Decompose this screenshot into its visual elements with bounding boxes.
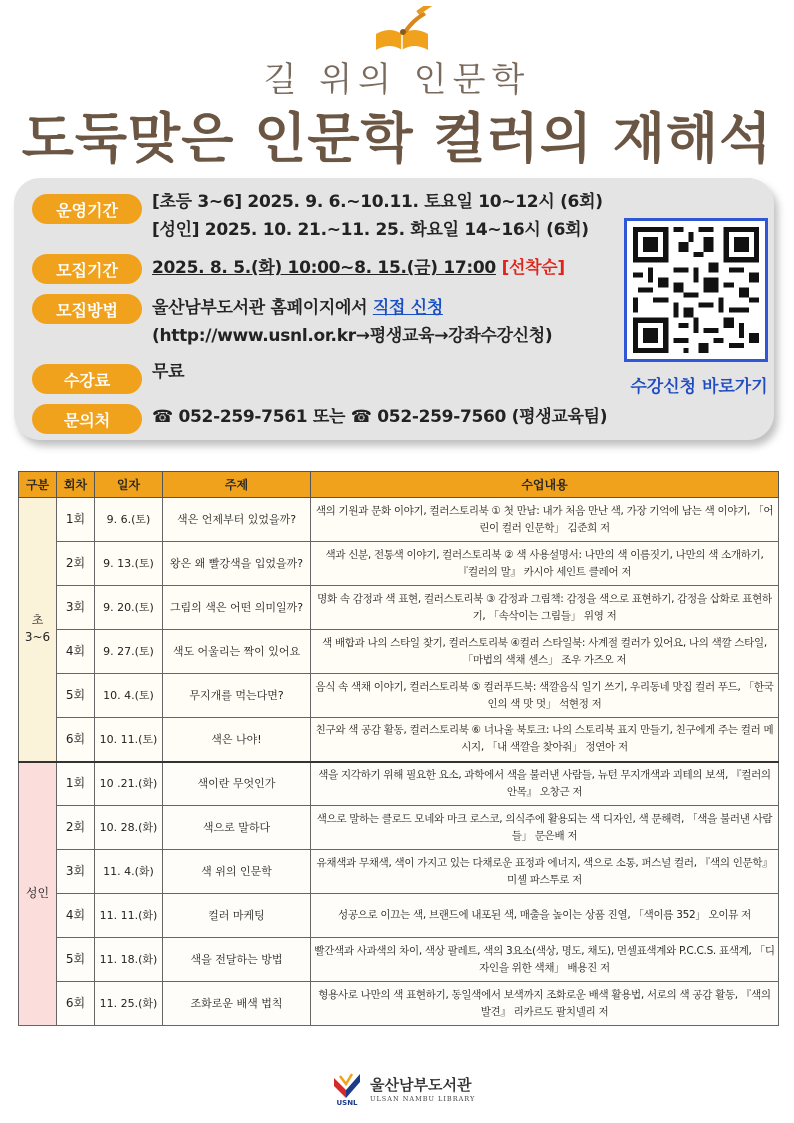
period-label: 운영기간 (32, 194, 142, 224)
session-number: 1회 (57, 498, 95, 542)
period-adult: [성인] 2025. 10. 21.~11. 25. 화요일 14~16시 (6회) (152, 220, 589, 240)
session-number: 3회 (57, 850, 95, 894)
recruit-note: [선착순] (501, 258, 565, 278)
session-topic: 색을 전달하는 방법 (163, 938, 311, 982)
session-topic: 색으로 말하다 (163, 806, 311, 850)
recruit-label: 모집기간 (32, 254, 142, 284)
fee-value: 무료 (152, 362, 185, 382)
contact-row (32, 404, 607, 434)
library-name: 울산남부도서관 (370, 1075, 472, 1094)
header-topic: 주제 (163, 472, 311, 498)
method-text: 울산남부도서관 홈페이지에서 (152, 298, 373, 318)
table-row (19, 498, 779, 542)
session-date: 11. 25.(화) (95, 982, 163, 1026)
session-topic: 색이란 무엇인가 (163, 762, 311, 806)
group-label: 초 3~6 (19, 498, 57, 762)
period-kids: [초등 3~6] 2025. 9. 6.~10.11. 토요일 10~12시 (6회) (152, 192, 603, 212)
session-topic: 색은 나야! (163, 718, 311, 762)
session-date: 9. 13.(토) (95, 542, 163, 586)
session-content: 색으로 말하는 클로드 모네와 마크 로스코, 의식주에 활용되는 색 디자인, 색 문해력, 「색을 불러낸 사람들」 문은배 저 (311, 806, 779, 850)
session-content: 형용사로 나만의 색 표현하기, 동일색에서 보색까지 조화로운 배색 활용법, 서로의 색 공감 활동, 『색의 발견』 리카르도 팔치넬리 저 (311, 982, 779, 1026)
session-content: 빨간색과 사과색의 차이, 색상 팔레트, 색의 3요소(색상, 명도, 채도), 먼셀표색계와 P.C.C.S. 표색계, 「디자인을 위한 색채」 배용진 저 (311, 938, 779, 982)
header-session: 회차 (57, 472, 95, 498)
table-row (19, 586, 779, 630)
session-content: 색 배합과 나의 스타일 찾기, 컬러스토리북 ④컬러 스타일북: 사계절 컬러가 있어요, 나의 색깔 스타일, 「마법의 색채 센스」 조우 가즈오 저 (311, 630, 779, 674)
method-url: (http://www.usnl.or.kr→평생교육→강좌수강신청) (152, 326, 553, 346)
header-category: 구분 (19, 472, 57, 498)
period-row (32, 194, 603, 244)
group-label: 성인 (19, 762, 57, 1026)
apply-link[interactable]: 직접 신청 (372, 298, 443, 318)
fee-label: 수강료 (32, 364, 142, 394)
book-brush-logo (372, 6, 432, 54)
page-title: 도둑맞은 인문학 컬러의 재해석 (21, 107, 773, 170)
table-row (19, 674, 779, 718)
session-topic: 그림의 색은 어떤 의미일까? (163, 586, 311, 630)
program-subtitle: 길 위의 인문학 (263, 60, 531, 100)
session-number: 6회 (57, 718, 95, 762)
table-row (19, 762, 779, 806)
session-number: 2회 (57, 806, 95, 850)
header-date: 일자 (95, 472, 163, 498)
contact-value: ☎ 052-259-7561 또는 ☎ 052-259-7560 (평생교육팀) (152, 407, 608, 427)
session-topic: 조화로운 배색 법칙 (163, 982, 311, 1026)
session-number: 4회 (57, 894, 95, 938)
recruit-period: 2025. 8. 5.(화) 10:00~8. 15.(금) 17:00 (152, 258, 496, 278)
table-row (19, 542, 779, 586)
recruit-row (32, 254, 565, 284)
library-name-english: ULSAN NAMBU LIBRARY (370, 1094, 476, 1103)
session-content: 성공으로 이끄는 색, 브랜드에 내포된 색, 매출을 높이는 상품 진열, 「색이름 352」 오이뮤 저 (311, 894, 779, 938)
session-content: 친구와 색 공감 활동, 컬러스토리북 ⑥ 너나울 북토크: 나의 스토리북 표지 만들기, 친구에게 주는 컬러 메시지, 「내 색깔을 찾아줘」 정연아 저 (311, 718, 779, 762)
session-content: 음식 속 색채 이야기, 컬러스토리북 ⑤ 컬러푸드북: 색깔음식 일기 쓰기, 우리동네 맛집 컬러 푸드, 「한국인의 색 맛 멋」 석현정 저 (311, 674, 779, 718)
session-date: 11. 4.(화) (95, 850, 163, 894)
session-content: 색의 기원과 문화 이야기, 컬러스토리북 ① 첫 만남: 내가 처음 만난 색, 가장 기억에 남는 색 이야기, 「어린이 컬러 인문학」 김준희 저 (311, 498, 779, 542)
library-footer (330, 1068, 510, 1108)
session-topic: 무지개를 먹는다면? (163, 674, 311, 718)
session-number: 5회 (57, 938, 95, 982)
session-number: 4회 (57, 630, 95, 674)
method-label: 모집방법 (32, 294, 142, 324)
table-row (19, 894, 779, 938)
session-date: 9. 27.(토) (95, 630, 163, 674)
table-row (19, 982, 779, 1026)
session-date: 9. 6.(토) (95, 498, 163, 542)
session-content: 유채색과 무채색, 색이 가지고 있는 다채로운 표정과 에너지, 색으로 소통, 퍼스널 컬러, 『색의 인문학』 미셸 파스투로 저 (311, 850, 779, 894)
session-topic: 왕은 왜 빨강색을 입었을까? (163, 542, 311, 586)
session-date: 10 .21.(화) (95, 762, 163, 806)
session-date: 9. 20.(토) (95, 586, 163, 630)
session-topic: 색 위의 인문학 (163, 850, 311, 894)
session-date: 10. 11.(토) (95, 718, 163, 762)
table-header-row (19, 472, 779, 498)
session-date: 10. 28.(화) (95, 806, 163, 850)
session-topic: 색은 언제부터 있었을까? (163, 498, 311, 542)
library-mark-text: USNL (336, 1099, 358, 1106)
qr-caption[interactable]: 수강신청 바로가기 (630, 377, 768, 397)
session-number: 5회 (57, 674, 95, 718)
qr-code-icon (633, 227, 759, 353)
table-row (19, 806, 779, 850)
table-row (19, 938, 779, 982)
qr-code[interactable] (624, 218, 768, 362)
session-content: 명화 속 감정과 색 표현, 컬러스토리북 ③ 감정과 그림책: 감정을 색으로 표현하기, 감정을 삽화로 표현하기, 「속삭이는 그림들」 위영 저 (311, 586, 779, 630)
contact-label: 문의처 (32, 404, 142, 434)
schedule-table (18, 471, 779, 1026)
session-topic: 색도 어울리는 짝이 있어요 (163, 630, 311, 674)
session-number: 3회 (57, 586, 95, 630)
table-row (19, 850, 779, 894)
session-topic: 컬러 마케팅 (163, 894, 311, 938)
method-row (32, 294, 552, 350)
table-row (19, 630, 779, 674)
session-number: 1회 (57, 762, 95, 806)
table-row (19, 718, 779, 762)
library-logo-icon (330, 1070, 364, 1106)
session-number: 6회 (57, 982, 95, 1026)
session-date: 11. 11.(화) (95, 894, 163, 938)
session-date: 10. 4.(토) (95, 674, 163, 718)
session-content: 색과 신분, 전통색 이야기, 컬러스토리북 ② 색 사용설명서: 나만의 색 이름짓기, 나만의 색 소개하기, 『컬러의 말』 카시아 세인트 클레어 저 (311, 542, 779, 586)
session-date: 11. 18.(화) (95, 938, 163, 982)
header-content: 수업내용 (311, 472, 779, 498)
session-content: 색을 지각하기 위해 필요한 요소, 과학에서 색을 불러낸 사람들, 뉴턴 무지개색과 괴테의 보색, 『컬러의 안목』 오창근 저 (311, 762, 779, 806)
session-number: 2회 (57, 542, 95, 586)
fee-row (32, 364, 184, 394)
